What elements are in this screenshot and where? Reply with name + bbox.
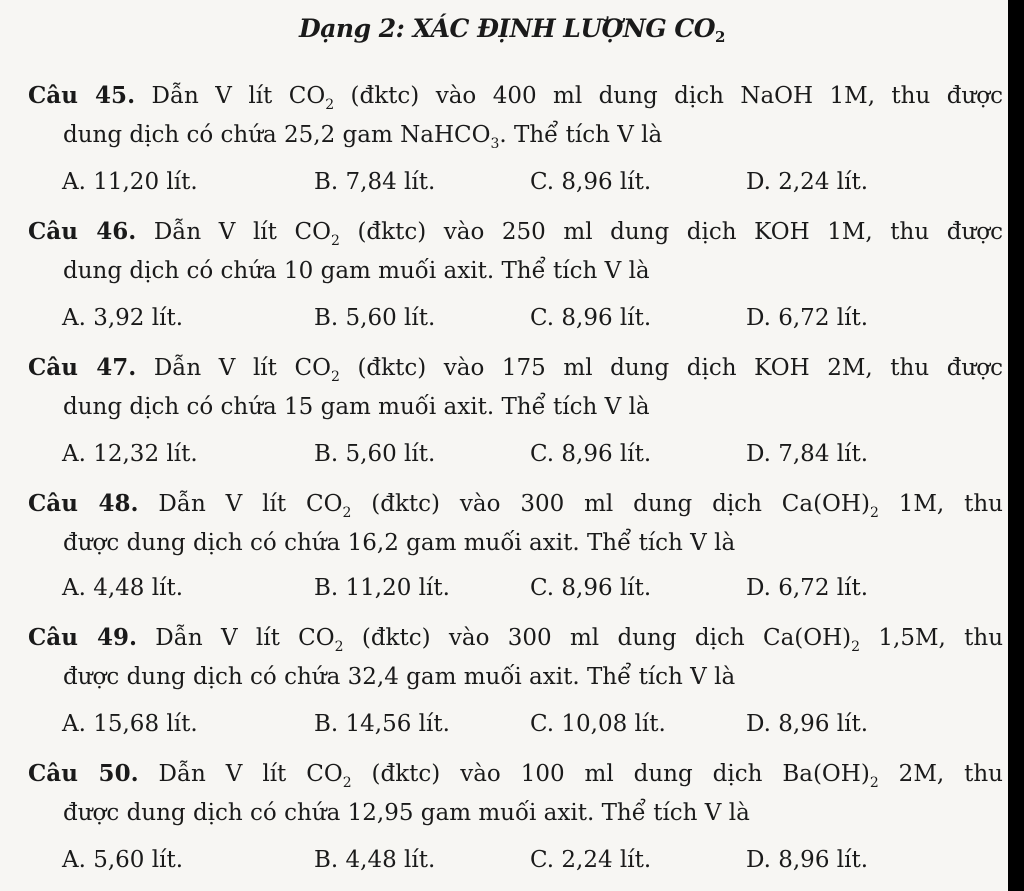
question-49-line2 <box>28 659 1003 695</box>
question-46-options <box>62 300 962 336</box>
section-title-text: Dạng 2: XÁC ĐỊNH LƯỢNG CO <box>299 14 716 43</box>
question-48 <box>28 486 1003 561</box>
question-text: Dẫn V lít CO <box>158 761 343 787</box>
question-text: (đktc) vào 100 ml dung dịch Ba(OH) <box>351 761 870 787</box>
option-b[interactable]: B. 7,84 lít. <box>314 169 436 195</box>
subscript: 2 <box>869 505 879 521</box>
question-46 <box>28 214 1003 289</box>
question-47 <box>28 350 1003 425</box>
option-a[interactable]: A. 12,32 lít. <box>62 441 198 467</box>
option-d[interactable]: D. 6,72 lít. <box>746 575 869 601</box>
question-45-label: Câu 45. <box>28 82 136 109</box>
question-47-label: Câu 47. <box>28 354 137 381</box>
question-46-label: Câu 46. <box>28 218 137 245</box>
subscript: 2 <box>851 639 861 655</box>
question-text: được dung dịch có chứa 16,2 gam muối axit. Thể tích V là <box>63 530 736 556</box>
section-title-subscript: 2 <box>715 28 725 46</box>
option-b[interactable]: B. 4,48 lít. <box>314 847 436 873</box>
question-48-line2 <box>28 525 1003 561</box>
question-47-line2 <box>28 389 1003 425</box>
option-d[interactable]: D. 6,72 lít. <box>746 305 869 331</box>
section-title <box>0 14 1008 46</box>
option-d[interactable]: D. 8,96 lít. <box>746 847 869 873</box>
subscript: 2 <box>334 639 344 655</box>
option-a[interactable]: A. 15,68 lít. <box>62 711 198 737</box>
option-c[interactable]: C. 8,96 lít. <box>530 169 652 195</box>
question-47-options <box>62 436 962 472</box>
question-text: 2M, thu <box>878 761 1003 787</box>
question-text: Dẫn V lít CO <box>153 219 331 245</box>
subscript: 2 <box>342 775 352 791</box>
question-text: (đktc) vào 175 ml dung dịch KOH 2M, thu được <box>339 355 1004 381</box>
option-a[interactable]: A. 3,92 lít. <box>62 305 184 331</box>
question-text: được dung dịch có chứa 32,4 gam muối axit. Thể tích V là <box>63 664 736 690</box>
question-47-line1 <box>28 350 1003 389</box>
question-text: (đktc) vào 300 ml dung dịch Ca(OH) <box>351 491 870 517</box>
question-50-line2 <box>28 795 1003 831</box>
option-c[interactable]: C. 8,96 lít. <box>530 305 652 331</box>
question-text: dung dịch có chứa 25,2 gam NaHCO <box>63 122 491 148</box>
question-45-line1 <box>28 78 1003 117</box>
question-50-label: Câu 50. <box>28 760 139 787</box>
question-48-label: Câu 48. <box>28 490 139 517</box>
subscript: 3 <box>490 136 500 152</box>
question-text: Dẫn V lít CO <box>153 355 331 381</box>
question-text: dung dịch có chứa 15 gam muối axit. Thể tích V là <box>63 394 650 420</box>
question-text: Dẫn V lít CO <box>158 491 343 517</box>
question-50 <box>28 756 1003 831</box>
question-text: (đktc) vào 250 ml dung dịch KOH 1M, thu được <box>339 219 1004 245</box>
subscript: 2 <box>325 97 335 113</box>
question-49-options <box>62 706 962 742</box>
question-text: được dung dịch có chứa 12,95 gam muối axit. Thể tích V là <box>63 800 750 826</box>
option-a[interactable]: A. 4,48 lít. <box>62 575 184 601</box>
question-48-options <box>62 570 962 606</box>
option-c[interactable]: C. 8,96 lít. <box>530 441 652 467</box>
option-b[interactable]: B. 11,20 lít. <box>314 575 450 601</box>
question-text: 1,5M, thu <box>860 625 1004 651</box>
question-text: . Thể tích V là <box>499 122 663 148</box>
question-49-label: Câu 49. <box>28 624 137 651</box>
option-a[interactable]: A. 11,20 lít. <box>62 169 198 195</box>
option-d[interactable]: D. 2,24 lít. <box>746 169 869 195</box>
option-c[interactable]: C. 8,96 lít. <box>530 575 652 601</box>
question-text: Dẫn V lít CO <box>155 625 335 651</box>
option-c[interactable]: C. 2,24 lít. <box>530 847 652 873</box>
question-text: 1M, thu <box>878 491 1003 517</box>
question-45-line2 <box>28 117 1003 156</box>
question-text: (đktc) vào 300 ml dung dịch Ca(OH) <box>343 625 852 651</box>
option-a[interactable]: A. 5,60 lít. <box>62 847 184 873</box>
question-50-line1 <box>28 756 1003 795</box>
question-50-options <box>62 842 962 878</box>
option-c[interactable]: C. 10,08 lít. <box>530 711 666 737</box>
subscript: 2 <box>330 233 340 249</box>
question-49-line1 <box>28 620 1003 659</box>
question-text: Dẫn V lít CO <box>151 83 326 109</box>
question-46-line1 <box>28 214 1003 253</box>
question-text: dung dịch có chứa 10 gam muối axit. Thể tích V là <box>63 258 650 284</box>
option-d[interactable]: D. 7,84 lít. <box>746 441 869 467</box>
question-49 <box>28 620 1003 695</box>
option-b[interactable]: B. 14,56 lít. <box>314 711 450 737</box>
option-b[interactable]: B. 5,60 lít. <box>314 441 436 467</box>
question-48-line1 <box>28 486 1003 525</box>
subscript: 2 <box>342 505 352 521</box>
question-text: (đktc) vào 400 ml dung dịch NaOH 1M, thu được <box>334 83 1004 109</box>
option-d[interactable]: D. 8,96 lít. <box>746 711 869 737</box>
subscript: 2 <box>869 775 879 791</box>
question-45-options <box>62 164 962 200</box>
subscript: 2 <box>330 369 340 385</box>
question-46-line2 <box>28 253 1003 289</box>
option-b[interactable]: B. 5,60 lít. <box>314 305 436 331</box>
question-45 <box>28 78 1003 156</box>
